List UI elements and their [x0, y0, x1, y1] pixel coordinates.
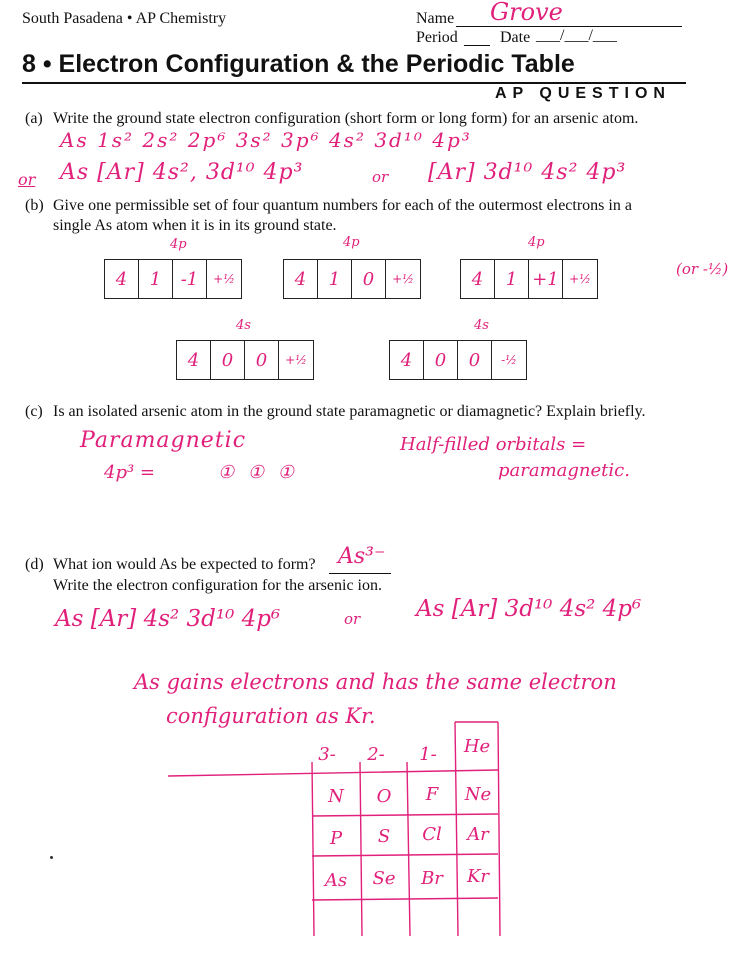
part-a-answer-long: As 1s² 2s² 2p⁶ 3s² 3p⁶ 4s² 3d¹⁰ 4p³	[60, 128, 472, 152]
margin-mark	[50, 856, 53, 859]
part-a-or-label: or	[18, 170, 36, 189]
set-1-n: 4	[105, 260, 139, 298]
date-blank: ___/___/___	[536, 27, 617, 44]
part-a-answer-short: As [Ar] 4s², 3d¹⁰ 4p³	[60, 160, 304, 185]
set-3-alt-spin: (or -½)	[676, 260, 729, 278]
name-label: Name	[416, 10, 455, 27]
part-d-config-2: As [Ar] 3d¹⁰ 4s² 4p⁶	[416, 596, 642, 622]
student-name: Grove	[490, 0, 563, 26]
part-b-letter: (b)	[25, 197, 44, 214]
page-subtitle: AP QUESTION	[495, 85, 671, 102]
set-5-n: 4	[390, 341, 424, 379]
set-2-n: 4	[284, 260, 318, 298]
table-cell-he: He	[463, 735, 491, 757]
set-3-label: 4p	[528, 235, 545, 250]
table-cell-ar: Ar	[467, 823, 489, 845]
part-a-letter: (a)	[25, 110, 43, 127]
table-cell-se: Se	[372, 867, 396, 889]
part-d-config-1: As [Ar] 4s² 3d¹⁰ 4p⁶	[55, 606, 281, 632]
part-d-question-2: Write the electron configuration for the arsenic ion.	[53, 577, 382, 594]
set-4-ml: 0	[245, 341, 279, 379]
set-2-l: 1	[318, 260, 352, 298]
set-3-ml: +1	[529, 260, 563, 298]
table-header-2minus: 2-	[367, 743, 385, 765]
table-cell-p: P	[329, 827, 343, 849]
part-c-config: 4p³ =	[104, 462, 155, 483]
set-5-ms: -½	[501, 353, 517, 367]
set-3-l: 1	[495, 260, 529, 298]
table-cell-n: N	[328, 785, 344, 807]
set-1-l: 1	[139, 260, 173, 298]
part-d-letter: (d)	[25, 556, 44, 573]
set-1-ms: +½	[213, 272, 235, 286]
part-d-ion-answer: As³⁻	[338, 544, 386, 569]
page-title: 8 • Electron Configuration & the Periodic Table	[22, 50, 575, 78]
set-4-ms: +½	[285, 353, 307, 367]
set-4-n: 4	[177, 341, 211, 379]
part-c-letter: (c)	[25, 403, 43, 420]
part-d-explanation-2: configuration as Kr.	[166, 704, 376, 728]
set-2-label: 4p	[343, 235, 360, 250]
set-2-ml: 0	[352, 260, 386, 298]
table-cell-o: O	[376, 785, 392, 807]
part-c-note-line2: paramagnetic.	[498, 460, 630, 481]
period-label: Period	[416, 29, 458, 46]
set-2-ms: +½	[392, 272, 414, 286]
table-cell-f: F	[425, 783, 439, 805]
table-cell-ne: Ne	[464, 783, 492, 805]
set-1-label: 4p	[170, 237, 187, 252]
table-cell-cl: Cl	[422, 823, 442, 845]
set-5-ml: 0	[458, 341, 492, 379]
set-1-ml: -1	[173, 260, 207, 298]
part-a-question: Write the ground state electron configuration (short form or long form) for an arsenic atom.	[53, 110, 639, 127]
part-c-answer: Paramagnetic	[80, 428, 247, 453]
set-3-n: 4	[461, 260, 495, 298]
table-cell-kr: Kr	[466, 865, 490, 887]
date-label: Date	[500, 29, 531, 46]
part-c-orbitals: ① ① ①	[218, 462, 298, 483]
set-4-l: 0	[211, 341, 245, 379]
part-c-note-line1: Half-filled orbitals =	[400, 434, 587, 455]
set-5-l: 0	[424, 341, 458, 379]
table-cell-s: S	[377, 825, 391, 847]
part-a-or-label-2: or	[372, 168, 389, 186]
part-b-question-line1: Give one permissible set of four quantum numbers for each of the outermost electrons in a	[53, 197, 632, 214]
part-c-question: Is an isolated arsenic atom in the ground state paramagnetic or diamagnetic? Explain briefly.	[53, 403, 646, 420]
part-d-explanation-1: As gains electrons and has the same electron	[134, 670, 617, 694]
set-3-ms: +½	[569, 272, 591, 286]
set-5-label: 4s	[474, 318, 489, 333]
part-d-or-label: or	[344, 610, 361, 628]
table-cell-br: Br	[421, 867, 443, 889]
part-b-question-line2: single As atom when it is in its ground state.	[53, 217, 337, 234]
part-a-answer-short-alt: [Ar] 3d¹⁰ 4s² 4p³	[428, 160, 627, 185]
table-header-1minus: 1-	[419, 743, 437, 765]
set-4-label: 4s	[236, 318, 251, 333]
table-header-3minus: 3-	[318, 743, 336, 765]
table-cell-as: As	[324, 869, 348, 891]
course-name: South Pasadena • AP Chemistry	[22, 10, 227, 27]
part-d-question-1: What ion would As be expected to form?	[53, 556, 316, 573]
